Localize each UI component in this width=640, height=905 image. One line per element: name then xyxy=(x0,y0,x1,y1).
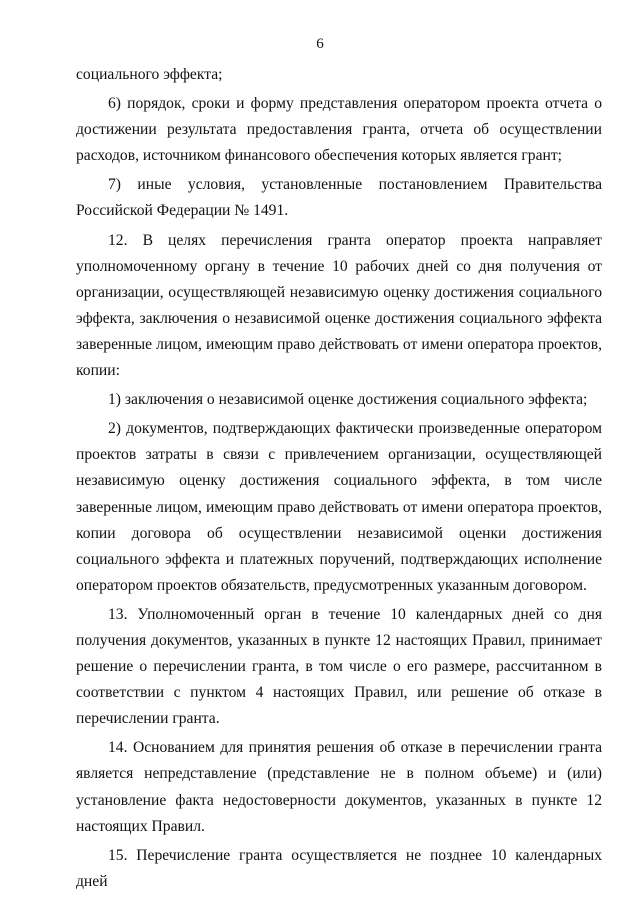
paragraph-clause-12-item-2: 2) документов, подтверждающих фактически произведенные оператором проектов затраты в связи с привлечением организации, осуществляющей независимую оценку достижения социального эффекта, в том числе заверенные лицом, имеющим право действовать от имени оператора проектов, копии договора об осуществлении независимой оценки достижения социального эффекта и платежных поручений, подтверждающих исполнение оператором проектов обязательств, предусмотренных указанным договором. xyxy=(76,420,602,594)
paragraph-clause-13: 13. Уполномоченный орган в течение 10 календарных дней со дня получения документов, указанных в пункте 12 настоящих Правил, принимает решение о перечислении гранта, в том числе о его размере, рассчитанном в соответствии с пунктом 4 настоящих Правил, или решение об отказе в перечислении гранта. xyxy=(76,605,602,728)
paragraph-item-6: 6) порядок, сроки и форму представления оператором проекта отчета о достижении результата предоставления гранта, отчета об осуществлении расходов, источником финансового обеспечения которых является грант; xyxy=(76,95,602,165)
paragraph-clause-12-item-1: 1) заключения о независимой оценке достижения социального эффекта; xyxy=(108,391,588,409)
paragraph-item-7: 7) иные условия, установленные постановлением Правительства Российской Федерации № 1491. xyxy=(76,176,602,220)
paragraph-clause-12: 12. В целях перечисления гранта оператор проекта направляет уполномоченному органу в течение 10 рабочих дней со дня получения от организации, осуществляющей независимую оценку достижения социального эффекта, заключения о независимой оценке достижения социального эффекта заверенные лицом, имеющим право действовать от имени оператора проектов, копии: xyxy=(76,231,602,380)
paragraph-clause-14: 14. Основанием для принятия решения об отказе в перечислении гранта является непредставление (представление не в полном объеме) и (или) установление факта недостоверности документов, указанных в пункте 12 настоящих Правил. xyxy=(76,739,602,835)
paragraph-continuation: социального эффекта; xyxy=(76,66,223,83)
page-number: 6 xyxy=(316,36,324,52)
document-body xyxy=(76,62,602,898)
paragraph-clause-15: 15. Перечисление гранта осуществляется не позднее 10 календарных дней xyxy=(76,846,602,890)
